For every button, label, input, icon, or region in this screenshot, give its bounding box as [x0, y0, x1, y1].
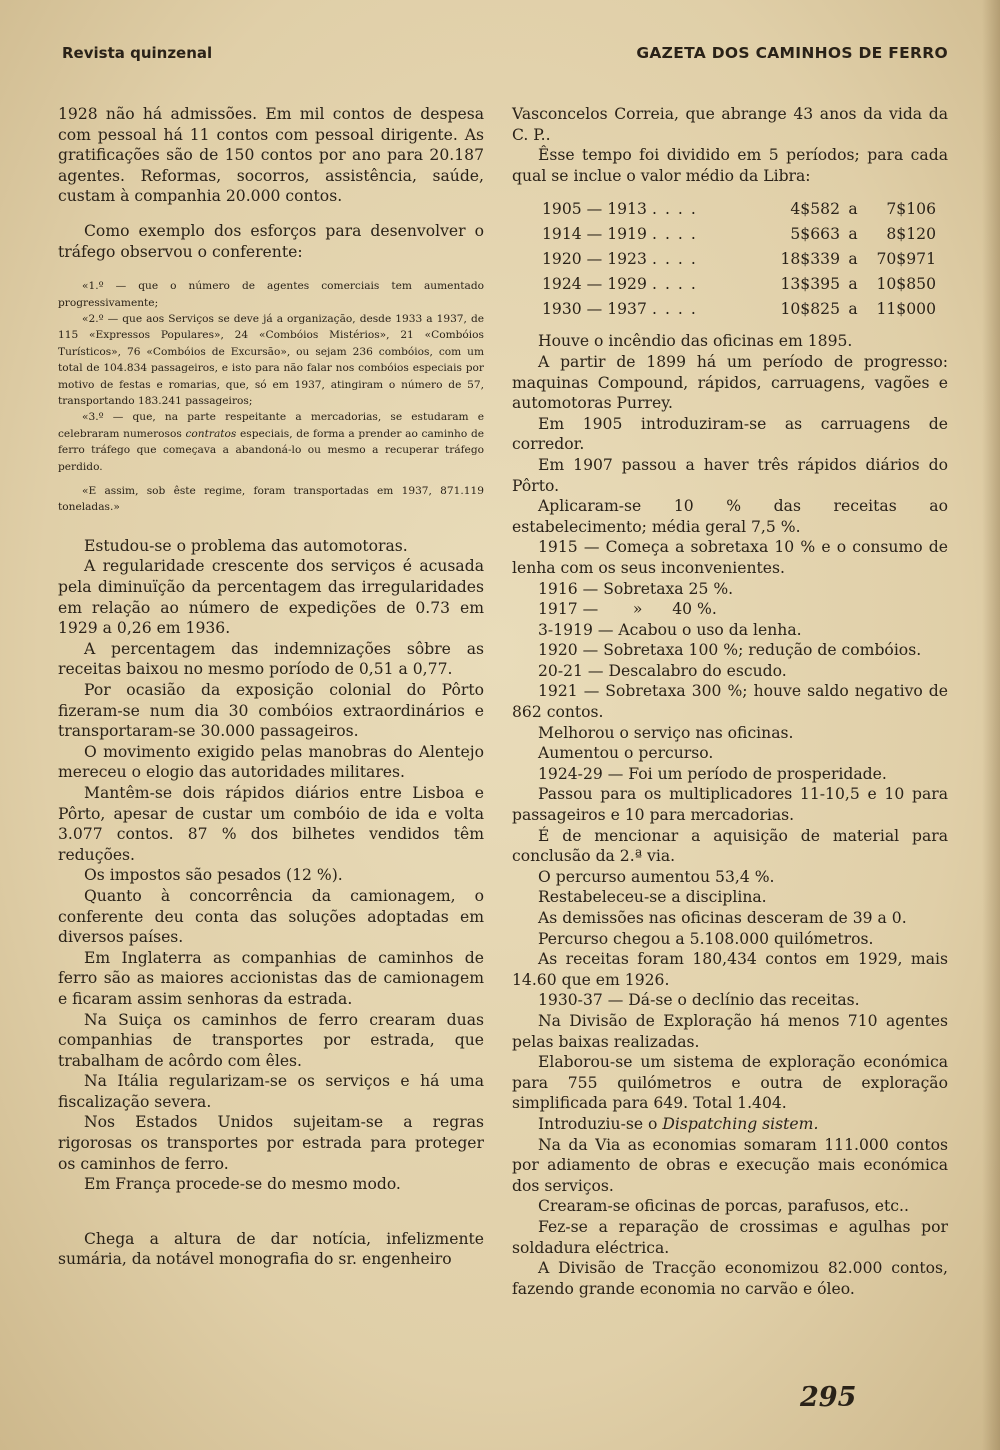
paragraph: 1924-29 — Foi um período de prosperidade. [538, 764, 887, 783]
period-years-cell: 1924 — 1929 [542, 274, 647, 293]
value-to-cell: 11$000 [876, 299, 936, 318]
paragraph: Houve o incêndio das oficinas em 1895. [538, 332, 853, 351]
paragraph: Aplicaram-se 10 % das receitas ao estabelecimento; média geral 7,5 %. [512, 497, 948, 536]
quotation-paragraph: «E assim, sob êste regime, foram transportadas em 1937, 871.119 toneladas.» [58, 485, 484, 514]
paragraph: As receitas foram 180,434 contos em 1929, mais 14.60 que em 1926. [512, 950, 948, 989]
connector-cell: a [848, 299, 858, 318]
paragraph: Quanto à concorrência da camionagem, o conferente deu conta das soluções adoptadas em diversos países. [58, 886, 484, 947]
right-column [512, 104, 948, 1299]
leader-dots-cell: .... [652, 299, 704, 318]
paragraph: O movimento exigido pelas manobras do Alentejo mereceu o elogio das autoridades militares. [58, 742, 484, 782]
paragraph: Vasconcelos Correia, que abrange 43 anos da vida da C. P.. [512, 105, 948, 144]
pound-value-table [542, 196, 936, 321]
pound-value-row [542, 196, 936, 221]
quotation-italic: contratos [185, 427, 237, 440]
paragraph: Estudou-se o problema das automotoras. [84, 536, 408, 555]
paragraph: Fez-se a reparação de crossimas e agulhas por soldadura eléctrica. [512, 1217, 948, 1257]
value-from-cell: 10$825 [780, 299, 840, 318]
paragraph: Passou para os multiplicadores 11-10,5 e 10 para passageiros e 10 para mercadorias. [512, 785, 948, 825]
leader-dots-cell: .... [652, 199, 704, 218]
paragraph: 20-21 — Descalabro do escudo. [538, 661, 787, 680]
running-header-left: Revista quinzenal [62, 44, 213, 62]
connector-cell: a [848, 249, 858, 268]
page-number: 295 [800, 1382, 857, 1413]
paragraph: 1917 — » 40 %. [538, 600, 717, 619]
paragraph: O percurso aumentou 53,4 %. [538, 867, 775, 886]
paragraph: Êsse tempo foi dividido em 5 períodos; para cada qual se inclue o valor médio da Libra: [512, 146, 948, 185]
value-to-cell: 8$120 [886, 224, 936, 243]
left-column [58, 104, 484, 1270]
leader-dots-cell: .... [652, 274, 704, 293]
paragraph: 1930-37 — Dá-se o declínio das receitas. [538, 991, 860, 1010]
value-from-cell: 4$582 [790, 199, 840, 218]
value-to-cell: 70$971 [876, 249, 936, 268]
connector-cell: a [848, 274, 858, 293]
paragraph [512, 1114, 948, 1135]
quotation-text: «3.º — que, na parte respeitante a mercadorias, se estudaram e celebraram numerosos [58, 411, 484, 440]
value-from-cell: 18$339 [780, 249, 840, 268]
page-spine-shadow [982, 0, 1000, 1450]
connector-cell: a [848, 224, 858, 243]
pound-value-row [542, 221, 936, 246]
paragraph: Em 1907 passou a haver três rápidos diários do Pôrto. [512, 455, 948, 495]
paragraph: Em 1905 introduziram-se as carruagens de corredor. [512, 414, 948, 454]
paragraph: A Divisão de Tracção economizou 82.000 contos, fazendo grande economia no carvão e óleo. [512, 1259, 948, 1298]
connector-cell: a [848, 199, 858, 218]
paragraph: Melhorou o serviço nas oficinas. [538, 723, 794, 742]
paragraph-text: Introduziu-se o [538, 1114, 663, 1133]
paragraph: Crearam-se oficinas de porcas, parafusos, etc.. [538, 1197, 909, 1216]
quotation-paragraph: «1.º — que o número de agentes comerciais tem aumentado progressivamente; [58, 280, 484, 309]
pound-value-row [542, 271, 936, 296]
paragraph: Restabeleceu-se a disciplina. [538, 888, 767, 907]
value-to-cell: 7$106 [886, 199, 936, 218]
paragraph: Na Suiça os caminhos de ferro crearam duas companhias de transportes por estrada, que trabalham de acôrdo com êles. [58, 1010, 484, 1070]
paragraph: Aumentou o percurso. [538, 744, 714, 763]
paragraph: Elaborou-se um sistema de exploração económica para 755 quilómetros e outra de exploração simplificada para 649. Total 1.404. [512, 1053, 948, 1113]
paragraph: Percurso chegou a 5.108.000 quilómetros. [538, 929, 874, 948]
paragraph: A partir de 1899 há um período de progresso: maquinas Compound, rápidos, carruagens, vagões e automotoras Purrey. [512, 352, 948, 413]
paragraph: Como exemplo dos esforços para desenvolver o tráfego observou o conferente: [58, 221, 484, 261]
period-years-cell: 1920 — 1923 [542, 249, 647, 268]
quotation-paragraph [58, 409, 484, 475]
value-to-cell: 10$850 [876, 274, 936, 293]
running-header-right: GAZETA DOS CAMINHOS DE FERRO [636, 44, 948, 62]
paragraph: Chega a altura de dar notícia, infelizmente sumária, da notável monografia do sr. engenheiro [58, 1229, 484, 1269]
paragraph: 1928 não há admissões. Em mil contos de despesa com pessoal há 11 contos com pessoal dirigente. As gratificações são de 150 contos por ano para 20.187 agentes. Reformas, socorros, assistência, saúde, custam à companhia 20.000 contos. [58, 105, 484, 206]
paragraph: Mantêm-se dois rápidos diários entre Lisboa e Pôrto, apesar de custar um combóio de ida e volta 3.077 contos. 87 % dos bilhetes vendidos têm reduções. [58, 783, 484, 864]
paragraph: Em Inglaterra as companhias de caminhos de ferro são as maiores accionistas das de camionagem e ficaram assim senhoras da estrada. [58, 948, 484, 1008]
value-from-cell: 13$395 [780, 274, 840, 293]
quotation-text: especiais, de forma a prender ao caminho de ferro tráfego que começava a abandoná-lo ou mesmo a recuperar tráfego perdido. [58, 427, 484, 473]
value-from-cell: 5$663 [790, 224, 840, 243]
paragraph: A regularidade crescente dos serviços é acusada pela diminuïção da percentagem das irregularidades em relação ao número de expedições de 0.73 em 1929 a 0,26 em 1936. [58, 557, 484, 638]
paragraph: É de mencionar a aquisição de material para conclusão da 2.ª via. [512, 826, 948, 866]
paragraph: 1920 — Sobretaxa 100 %; redução de combóios. [538, 641, 922, 660]
paragraph: As demissões nas oficinas desceram de 39 a 0. [538, 909, 907, 927]
paragraph: A percentagem das indemnizações sôbre as receitas baixou no mesmo poríodo de 0,51 a 0,77. [58, 639, 484, 679]
paragraph: Em França procede-se do mesmo modo. [84, 1175, 401, 1194]
pound-value-table-body [542, 196, 936, 321]
paragraph: Na Divisão de Exploração há menos 710 agentes pelas baixas realizadas. [512, 1011, 948, 1051]
paragraph-italic: Dispatching sistem. [662, 1114, 819, 1133]
paragraph: 1915 — Começa a sobretaxa 10 % e o consumo de lenha com os seus inconvenientes. [512, 538, 948, 577]
quotation-block [58, 278, 484, 516]
pound-value-row [542, 296, 936, 321]
paragraph: Na Itália regularizam-se os serviços e há uma fiscalização severa. [58, 1072, 484, 1111]
period-years-cell: 1905 — 1913 [542, 199, 647, 218]
leader-dots-cell: .... [652, 224, 704, 243]
paragraph: 1921 — Sobretaxa 300 %; houve saldo negativo de 862 contos. [512, 682, 948, 722]
paragraph: Na da Via as economias somaram 111.000 contos por adiamento de obras e execução mais económica dos serviços. [512, 1135, 948, 1195]
period-years-cell: 1930 — 1937 [542, 299, 647, 318]
pound-value-row [542, 246, 936, 271]
paragraph: Por ocasião da exposição colonial do Pôrto fizeram-se num dia 30 combóios extraordinários e transportaram-se 30.000 passageiros. [58, 681, 484, 741]
paragraph: Nos Estados Unidos sujeitam-se a regras rigorosas os transportes por estrada para proteger os caminhos de ferro. [58, 1113, 484, 1173]
paragraph: 1916 — Sobretaxa 25 %. [538, 579, 734, 598]
period-years-cell: 1914 — 1919 [542, 224, 647, 243]
paragraph: 3-1919 — Acabou o uso da lenha. [538, 620, 802, 639]
quotation-paragraph: «2.º — que aos Serviços se deve já a organização, desde 1933 a 1937, de 115 «Expressos Populares», 24 «Combóios Mistérios», 21 «Combóios Turísticos», 76 «Combóios de Excursão», ou sejam 236 combóios, com um total de 104.834 passageiros, e isto para não falar nos combóios especiais por motivo de festas e romarias, que, só em 1937, atingiram o número de 57, transportando 183.241 passageiros; [58, 312, 484, 407]
paragraph: Os impostos são pesados (12 %). [84, 866, 343, 885]
leader-dots-cell: .... [652, 249, 704, 268]
